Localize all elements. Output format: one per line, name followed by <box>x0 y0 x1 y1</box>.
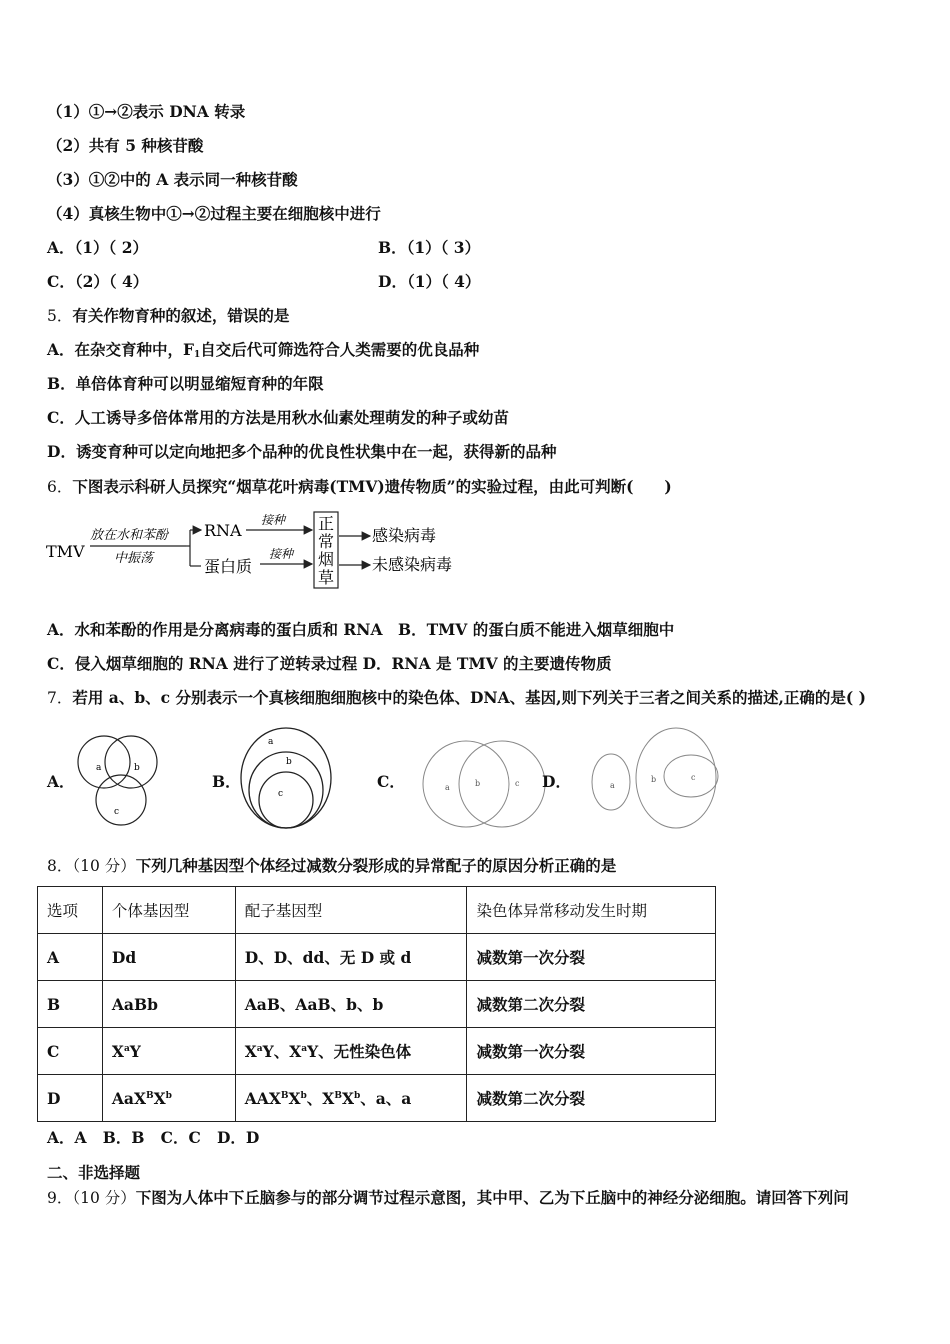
q7-label-a: A． <box>47 772 75 791</box>
q7-venn-d <box>588 724 720 832</box>
svg-text:a: a <box>268 737 274 747</box>
svg-text:b: b <box>286 757 292 767</box>
q4-option-a: A．（1）（ 2） <box>47 238 148 257</box>
q5-option-b: B．单倍体育种可以明显缩短育种的年限 <box>47 374 324 393</box>
q7-label-b: B． <box>212 772 241 791</box>
table-row: C $X^aY$ $X^aY$、$X^aY$、无性染色体 减数第一次分裂 <box>38 1028 716 1075</box>
svg-text:草: 草 <box>318 568 335 587</box>
q7-venn-a <box>76 732 162 830</box>
q5-option-d: D．诱变育种可以定向地把多个品种的优良性状集中在一起，获得新的品种 <box>47 442 557 461</box>
not-infected-label: 未感染病毒 <box>372 555 453 574</box>
q4-statement-2: （2）共有 5 种核苷酸 <box>47 136 204 155</box>
q8-stem: 8．（10 分）下列几种基因型个体经过减数分裂形成的异常配子的原因分析正确的是 <box>47 856 617 875</box>
svg-text:b: b <box>134 763 140 773</box>
q6-options-ab: A．水和苯酚的作用是分离病毒的蛋白质和 RNA B．TMV 的蛋白质不能进入烟草细胞中 <box>47 620 675 639</box>
q4-option-d: D．（1）（ 4） <box>378 272 481 291</box>
q4-option-b: B．（1）（ 3） <box>378 238 481 257</box>
svg-text:b: b <box>475 779 481 788</box>
treatment-bottom-label: 中振荡 <box>114 551 154 566</box>
tmv-experiment-diagram <box>44 508 484 594</box>
inoculate-top-label: 接种 <box>261 513 286 527</box>
svg-text:a: a <box>96 763 102 773</box>
table-row: B AaBb AaB、AaB、b、b 减数第二次分裂 <box>38 981 716 1028</box>
q4-statement-4: （4）真核生物中①→②过程主要在细胞核中进行 <box>47 204 381 223</box>
q7-stem: 7．若用 a、b、c 分别表示一个真核细胞细胞核中的染色体、DNA、基因,则下列关于三者之间关系的描述,正确的是( ) <box>47 688 866 707</box>
q4-option-c: C．（2）（ 4） <box>47 272 149 291</box>
svg-text:b: b <box>651 775 657 784</box>
tmv-label: TMV <box>46 542 85 561</box>
q5-option-c: C．人工诱导多倍体常用的方法是用秋水仙素处理萌发的种子或幼苗 <box>47 408 509 427</box>
q6-stem: 6．下图表示科研人员探究“烟草花叶病毒(TMV)遗传物质”的实验过程，由此可判断( ) <box>47 477 672 496</box>
q4-statement-1: （1）①→②表示 DNA 转录 <box>47 102 246 121</box>
genotype-table <box>37 886 716 1122</box>
inoculate-bottom-label: 接种 <box>269 547 294 561</box>
protein-label: 蛋白质 <box>204 557 253 576</box>
svg-text:c: c <box>515 779 520 788</box>
q7-label-c: C． <box>377 772 405 791</box>
svg-text:正: 正 <box>318 514 335 533</box>
q7-venn-b <box>238 724 336 832</box>
q5-option-a: A．在杂交育种中，$F_1$自交后代可筛选符合人类需要的优良品种 <box>47 340 480 360</box>
svg-text:a: a <box>445 783 450 792</box>
svg-text:常: 常 <box>318 532 335 551</box>
svg-text:c: c <box>114 807 120 817</box>
infected-label: 感染病毒 <box>372 526 437 545</box>
q9-stem: 9．（10 分）下图为人体中下丘脑参与的部分调节过程示意图，其中甲、乙为下丘脑中的神经分泌细胞。请回答下列问 <box>47 1188 849 1207</box>
rna-label: RNA <box>204 521 242 540</box>
q7-label-d: D． <box>542 772 571 791</box>
q5-stem: 5．有关作物育种的叙述，错误的是 <box>47 306 290 325</box>
q7-venn-c <box>420 736 546 832</box>
q8-answer-options: A．A B．B C．C D．D <box>47 1128 260 1147</box>
q6-options-cd: C．侵入烟草细胞的 RNA 进行了逆转录过程 D．RNA 是 TMV 的主要遗传物质 <box>47 654 612 673</box>
svg-text:c: c <box>278 789 284 799</box>
svg-text:烟: 烟 <box>318 550 335 569</box>
treatment-top-label: 放在水和苯酚 <box>90 528 169 543</box>
table-row: D $AaX^BX^b$ $AAX^BX^b$、$X^BX^b$、a、a 减数第二次分裂 <box>38 1075 716 1122</box>
table-header-row: 选项 个体基因型 配子基因型 染色体异常移动发生时期 <box>38 887 716 934</box>
section-heading: 二、非选择题 <box>47 1163 141 1182</box>
svg-text:c: c <box>691 773 696 782</box>
svg-text:a: a <box>610 781 615 790</box>
table-row: A Dd D、D、dd、无 D 或 d 减数第一次分裂 <box>38 934 716 981</box>
q4-statement-3: （3）①②中的 A 表示同一种核苷酸 <box>47 170 298 189</box>
